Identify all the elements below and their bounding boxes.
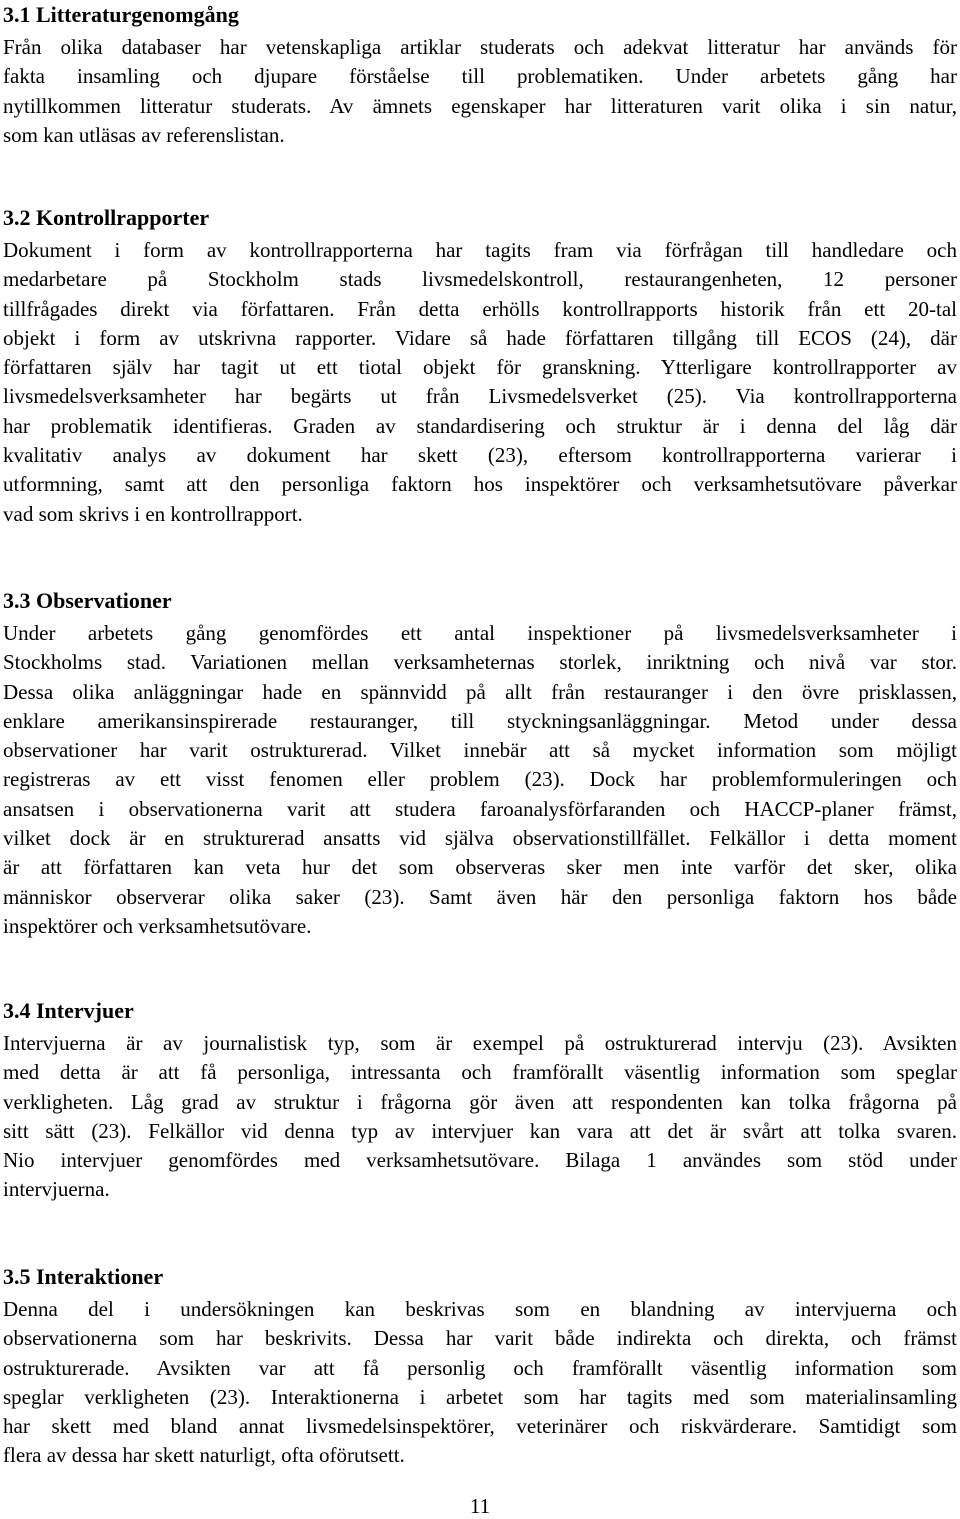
paragraph-line: är att författaren kan veta hur det som observeras sker men inte varför det sker, olika	[3, 855, 957, 880]
paragraph-line: utformning, samt att den personliga faktorn hos inspektörer och verksamhetsutövare påverkar	[3, 472, 957, 497]
paragraph-line: har problematik identifieras. Graden av standardisering och struktur är i denna del låg där	[3, 413, 957, 438]
paragraph-line: Denna del i undersökningen kan beskrivas som en blandning av intervjuerna och	[3, 1297, 957, 1321]
section-heading: 3.5 Interaktioner	[3, 1264, 164, 1289]
paragraph-line: vilket dock är en strukturerad ansatts vid själva observationstillfället. Felkällor i detta moment	[3, 826, 957, 851]
paragraph-line: Nio intervjuer genomfördes med verksamhetsutövare. Bilaga 1 användes som stöd under	[3, 1148, 957, 1173]
paragraph-line: flera av dessa har skett naturligt, ofta oförutsett.	[3, 1443, 405, 1468]
paragraph-line: med detta är att få personliga, intressanta och framförallt väsentlig information som speglar	[3, 1060, 957, 1085]
paragraph-line: registreras av ett visst fenomen eller problem (23). Dock har problemformuleringen och	[3, 767, 957, 792]
section-intervjuer	[3, 996, 957, 1205]
paragraph-line: Stockholms stad. Variationen mellan verksamheternas storlek, inriktning och nivå var stor.	[3, 650, 957, 675]
paragraph-line: medarbetare på Stockholm stads livsmedelskontroll, restaurangenheten, 12 personer	[3, 267, 957, 292]
section-paragraph	[3, 1029, 957, 1205]
section-interaktioner	[3, 1262, 957, 1471]
paragraph-line: människor observerar olika saker (23). Samt även här den personliga faktorn hos både	[3, 884, 957, 909]
paragraph-line: verkligheten. Låg grad av struktur i frågorna gör även att respondenten kan tolka frågorna på	[3, 1089, 957, 1114]
page-number: 11	[469, 1494, 491, 1518]
paragraph-line: som kan utläsas av referenslistan.	[3, 122, 285, 147]
paragraph-line: observationerna som har beskrivits. Dessa har varit både indirekta och direkta, och främst	[3, 1326, 957, 1351]
paragraph-line: Intervjuerna är av journalistisk typ, som är exempel på ostrukturerad intervju (23). Avsikten	[3, 1031, 957, 1055]
paragraph-line: tillfrågades direkt via författaren. Från detta erhölls kontrollrapports historik från ett 20-tal	[3, 296, 957, 321]
paragraph-line: intervjuerna.	[3, 1177, 110, 1202]
section-paragraph	[3, 236, 957, 529]
paragraph-line: Dokument i form av kontrollrapporterna har tagits fram via förfrågan till handledare och	[3, 238, 957, 262]
paragraph-line: objekt i form av utskrivna rapporter. Vidare så hade författaren tillgång till ECOS (24), där	[3, 325, 957, 350]
section-observationer	[3, 586, 957, 941]
paragraph-line: inspektörer och verksamhetsutövare.	[3, 913, 312, 938]
paragraph-line: Under arbetets gång genomfördes ett antal inspektioner på livsmedelsverksamheter i	[3, 621, 957, 645]
paragraph-line: författaren själv har tagit ut ett tiotal objekt för granskning. Ytterligare kontrollrapporter av	[3, 355, 957, 380]
paragraph-line: Dessa olika anläggningar hade en spännvidd på allt från restauranger i den övre prisklassen,	[3, 679, 957, 704]
section-heading: 3.1 Litteraturgenomgång	[3, 2, 239, 27]
section-litteraturgenomgang	[3, 0, 957, 150]
section-heading: 3.3 Observationer	[3, 588, 172, 613]
paragraph-line: har skett med bland annat livsmedelsinspektörer, veterinärer och riskvärderare. Samtidigt som	[3, 1414, 957, 1439]
section-heading: 3.4 Intervjuer	[3, 998, 134, 1023]
paragraph-line: kvalitativ analys av dokument har skett (23), eftersom kontrollrapporterna varierar i	[3, 443, 957, 468]
paragraph-line: sitt sätt (23). Felkällor vid denna typ av intervjuer kan vara att det är svårt att tolka svaren.	[3, 1118, 957, 1143]
paragraph-line: enklare amerikansinspirerade restauranger, till styckningsanläggningar. Metod under dessa	[3, 708, 957, 733]
section-kontrollrapporter	[3, 203, 957, 529]
section-paragraph	[3, 1295, 957, 1471]
paragraph-line: speglar verkligheten (23). Interaktionerna i arbetet som har tagits med som materialinsamling	[3, 1384, 957, 1409]
paragraph-line: observationer har varit ostrukturerad. Vilket innebär att så mycket information som möjligt	[3, 738, 957, 763]
paragraph-line: nytillkommen litteratur studerats. Av ämnets egenskaper har litteraturen varit olika i sin natur,	[3, 93, 957, 118]
section-paragraph	[3, 619, 957, 941]
paragraph-line: livsmedelsverksamheter har begärts ut från Livsmedelsverket (25). Via kontrollrapporterna	[3, 384, 957, 409]
paragraph-line: ostrukturerade. Avsikten var att få personlig och framförallt väsentlig information som	[3, 1355, 957, 1380]
section-paragraph	[3, 33, 957, 150]
paragraph-line: fakta insamling och djupare förståelse till problematiken. Under arbetets gång har	[3, 64, 957, 89]
paragraph-line: vad som skrivs i en kontrollrapport.	[3, 501, 303, 526]
section-heading: 3.2 Kontrollrapporter	[3, 205, 210, 230]
paragraph-line: Från olika databaser har vetenskapliga artiklar studerats och adekvat litteratur har används för	[3, 35, 957, 59]
paragraph-line: ansatsen i observationerna varit att studera faroanalysförfaranden och HACCP-planer främst,	[3, 796, 957, 821]
